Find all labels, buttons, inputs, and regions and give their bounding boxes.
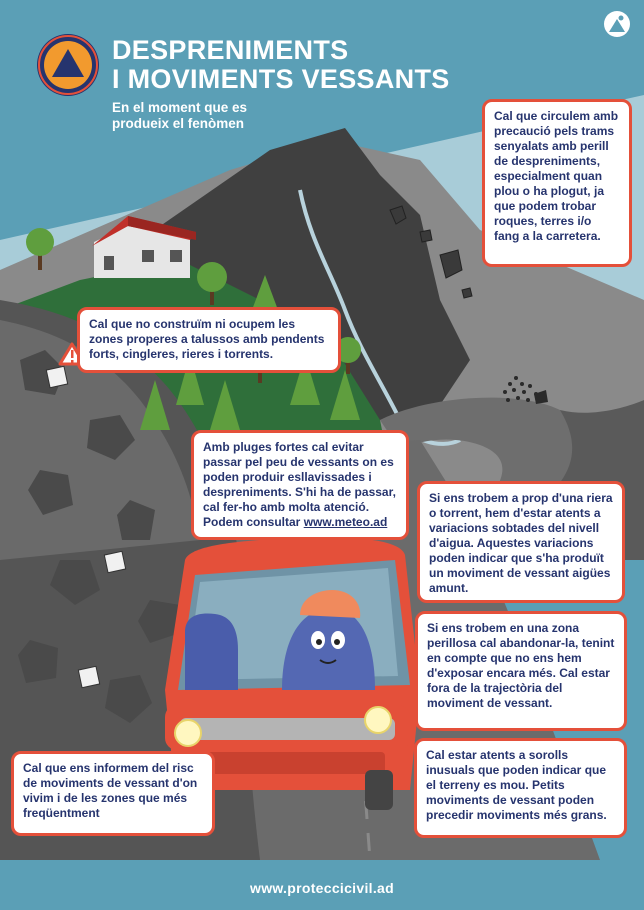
subtitle-line-1: En el moment que es [112,100,248,115]
tip-river-text: Si ens trobem a prop d'una riera o torrent, hem d'estar atents a variacions sobtades del nivell d'aigua. Aquestes variacions poden indicar que s'ha produït un moviment de vessant aigües amunt. [429,491,613,595]
tip-inform [11,751,215,836]
tip-circulate-text: Cal que circulem amb precaució pels trams senyalats amb perill de despreniments, especialment quan plou o ha plogut, ja que podem trobar roques, terres i/o fang a la carretera. [494,109,619,243]
footer-bar [0,866,644,910]
tip-construct-text: Cal que no construïm ni ocupem les zones properes a talussos amb pendents forts, cingleres, rieres i torrents. [89,317,325,361]
tip-danger-text: Si ens trobem en una zona perillosa cal abandonar-la, tenint en compte que no ens hem d'exposar encara més. Cal estar fora de la trajectòria del moviment de vessant. [427,621,615,710]
tip-noise-text: Cal estar atents a sorolls inusuals que poden indicar que el terreny es mou. Petits moviments de vessant poden precedir moviments més grans. [426,748,607,822]
tip-rain-text: Amb pluges fortes cal evitar passar pel peu de vessants on es poden produir esllavissades i despreniments. S'hi ha de passar, cal fer-ho amb molta atenció. Podem consultar [203,440,396,529]
tip-inform-text: Cal que ens informem del risc de moviments de vessant d'on vivim i de les zones que més freqüentment [23,761,198,820]
title-line-1: DESPRENIMENTS [112,35,349,65]
page-subtitle [112,100,247,132]
rockfall-icon [603,10,631,38]
tip-danger [415,611,627,731]
title-line-2: I MOVIMENTS VESSANTS [112,64,450,94]
meteo-link[interactable]: www.meteo.ad [303,515,388,529]
tip-circulate [482,99,632,267]
footer-url[interactable]: www.proteccicivil.ad [250,880,394,896]
tip-noise [414,738,627,838]
tip-rain [191,430,409,540]
tip-construct [77,307,341,373]
page-title [112,36,450,94]
tip-river [417,481,625,603]
subtitle-line-2: produeix el fenòmen [112,116,245,131]
civil-protection-logo [36,33,100,97]
